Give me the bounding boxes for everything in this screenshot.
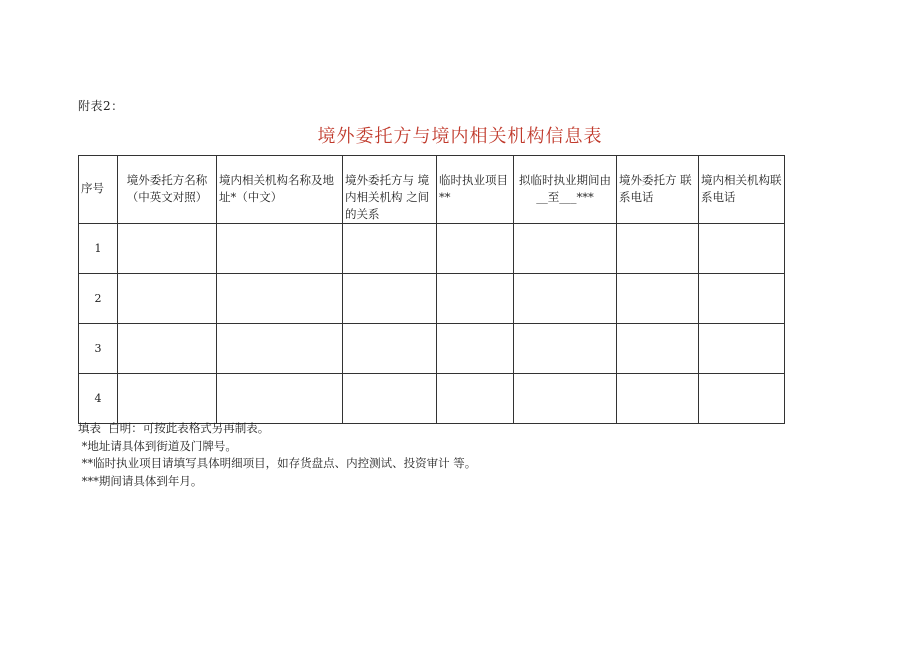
table-cell[interactable] [118,224,217,274]
table-row [79,374,785,424]
table-cell[interactable] [699,324,785,374]
table-cell[interactable] [343,224,437,274]
note-address: *地址请具体到街道及门牌号。 [78,438,237,453]
table-cell[interactable] [514,274,617,324]
header-foreign-client-phone: 境外委托方 联系电话 [617,156,699,224]
table-cell[interactable] [217,324,343,374]
table-cell[interactable] [343,274,437,324]
table-cell[interactable] [437,274,514,324]
table-cell[interactable] [118,374,217,424]
table-cell[interactable] [617,324,699,374]
header-row [79,156,785,224]
table-cell[interactable] [343,324,437,374]
info-table [78,155,785,424]
note-fill-instructions: 填表 白明：可按此表格式另再制表。 [78,421,270,435]
header-domestic-institution-phone: 境内相关机构联系电话 [699,156,785,224]
table-cell[interactable] [514,324,617,374]
notes [78,420,476,490]
table-cell[interactable] [217,374,343,424]
table-cell[interactable] [437,374,514,424]
table-row [79,324,785,374]
table-cell[interactable] [617,224,699,274]
table-cell[interactable] [699,374,785,424]
table-cell[interactable] [118,324,217,374]
header-relationship: 境外委托方与 境内相关机构 之间的关系 [343,156,437,224]
row-number: 3 [79,324,118,374]
table-cell[interactable] [343,374,437,424]
header-foreign-client-name: 境外委托方名称（中英文对照） [118,156,217,224]
header-index: 序号 [79,156,118,224]
table-cell[interactable] [514,374,617,424]
table-row [79,224,785,274]
table-cell[interactable] [217,274,343,324]
table-cell[interactable] [437,324,514,374]
row-number: 2 [79,274,118,324]
table-cell[interactable] [617,274,699,324]
table-cell[interactable] [699,224,785,274]
document-title: 境外委托方与境内相关机构信息表 [317,126,603,147]
note-period: ***期间请具体到年月。 [78,473,203,488]
table-cell[interactable] [617,374,699,424]
row-number: 4 [79,374,118,424]
table-cell[interactable] [437,224,514,274]
table-row [79,274,785,324]
table-cell[interactable] [217,224,343,274]
appendix-label: 附表2： [78,99,124,113]
header-domestic-institution-name: 境内相关机构名称及地址*（中文） [217,156,343,224]
table-cell[interactable] [699,274,785,324]
header-temporary-project: 临时执业项目** [437,156,514,224]
row-number: 1 [79,224,118,274]
header-planned-period: 拟临时执业期间由 __至___*** [514,156,617,224]
table-cell[interactable] [118,274,217,324]
table-cell[interactable] [514,224,617,274]
note-project: **临时执业项目请填写具体明细项目，如存货盘点、内控测试、投资审计 等。 [78,456,477,470]
